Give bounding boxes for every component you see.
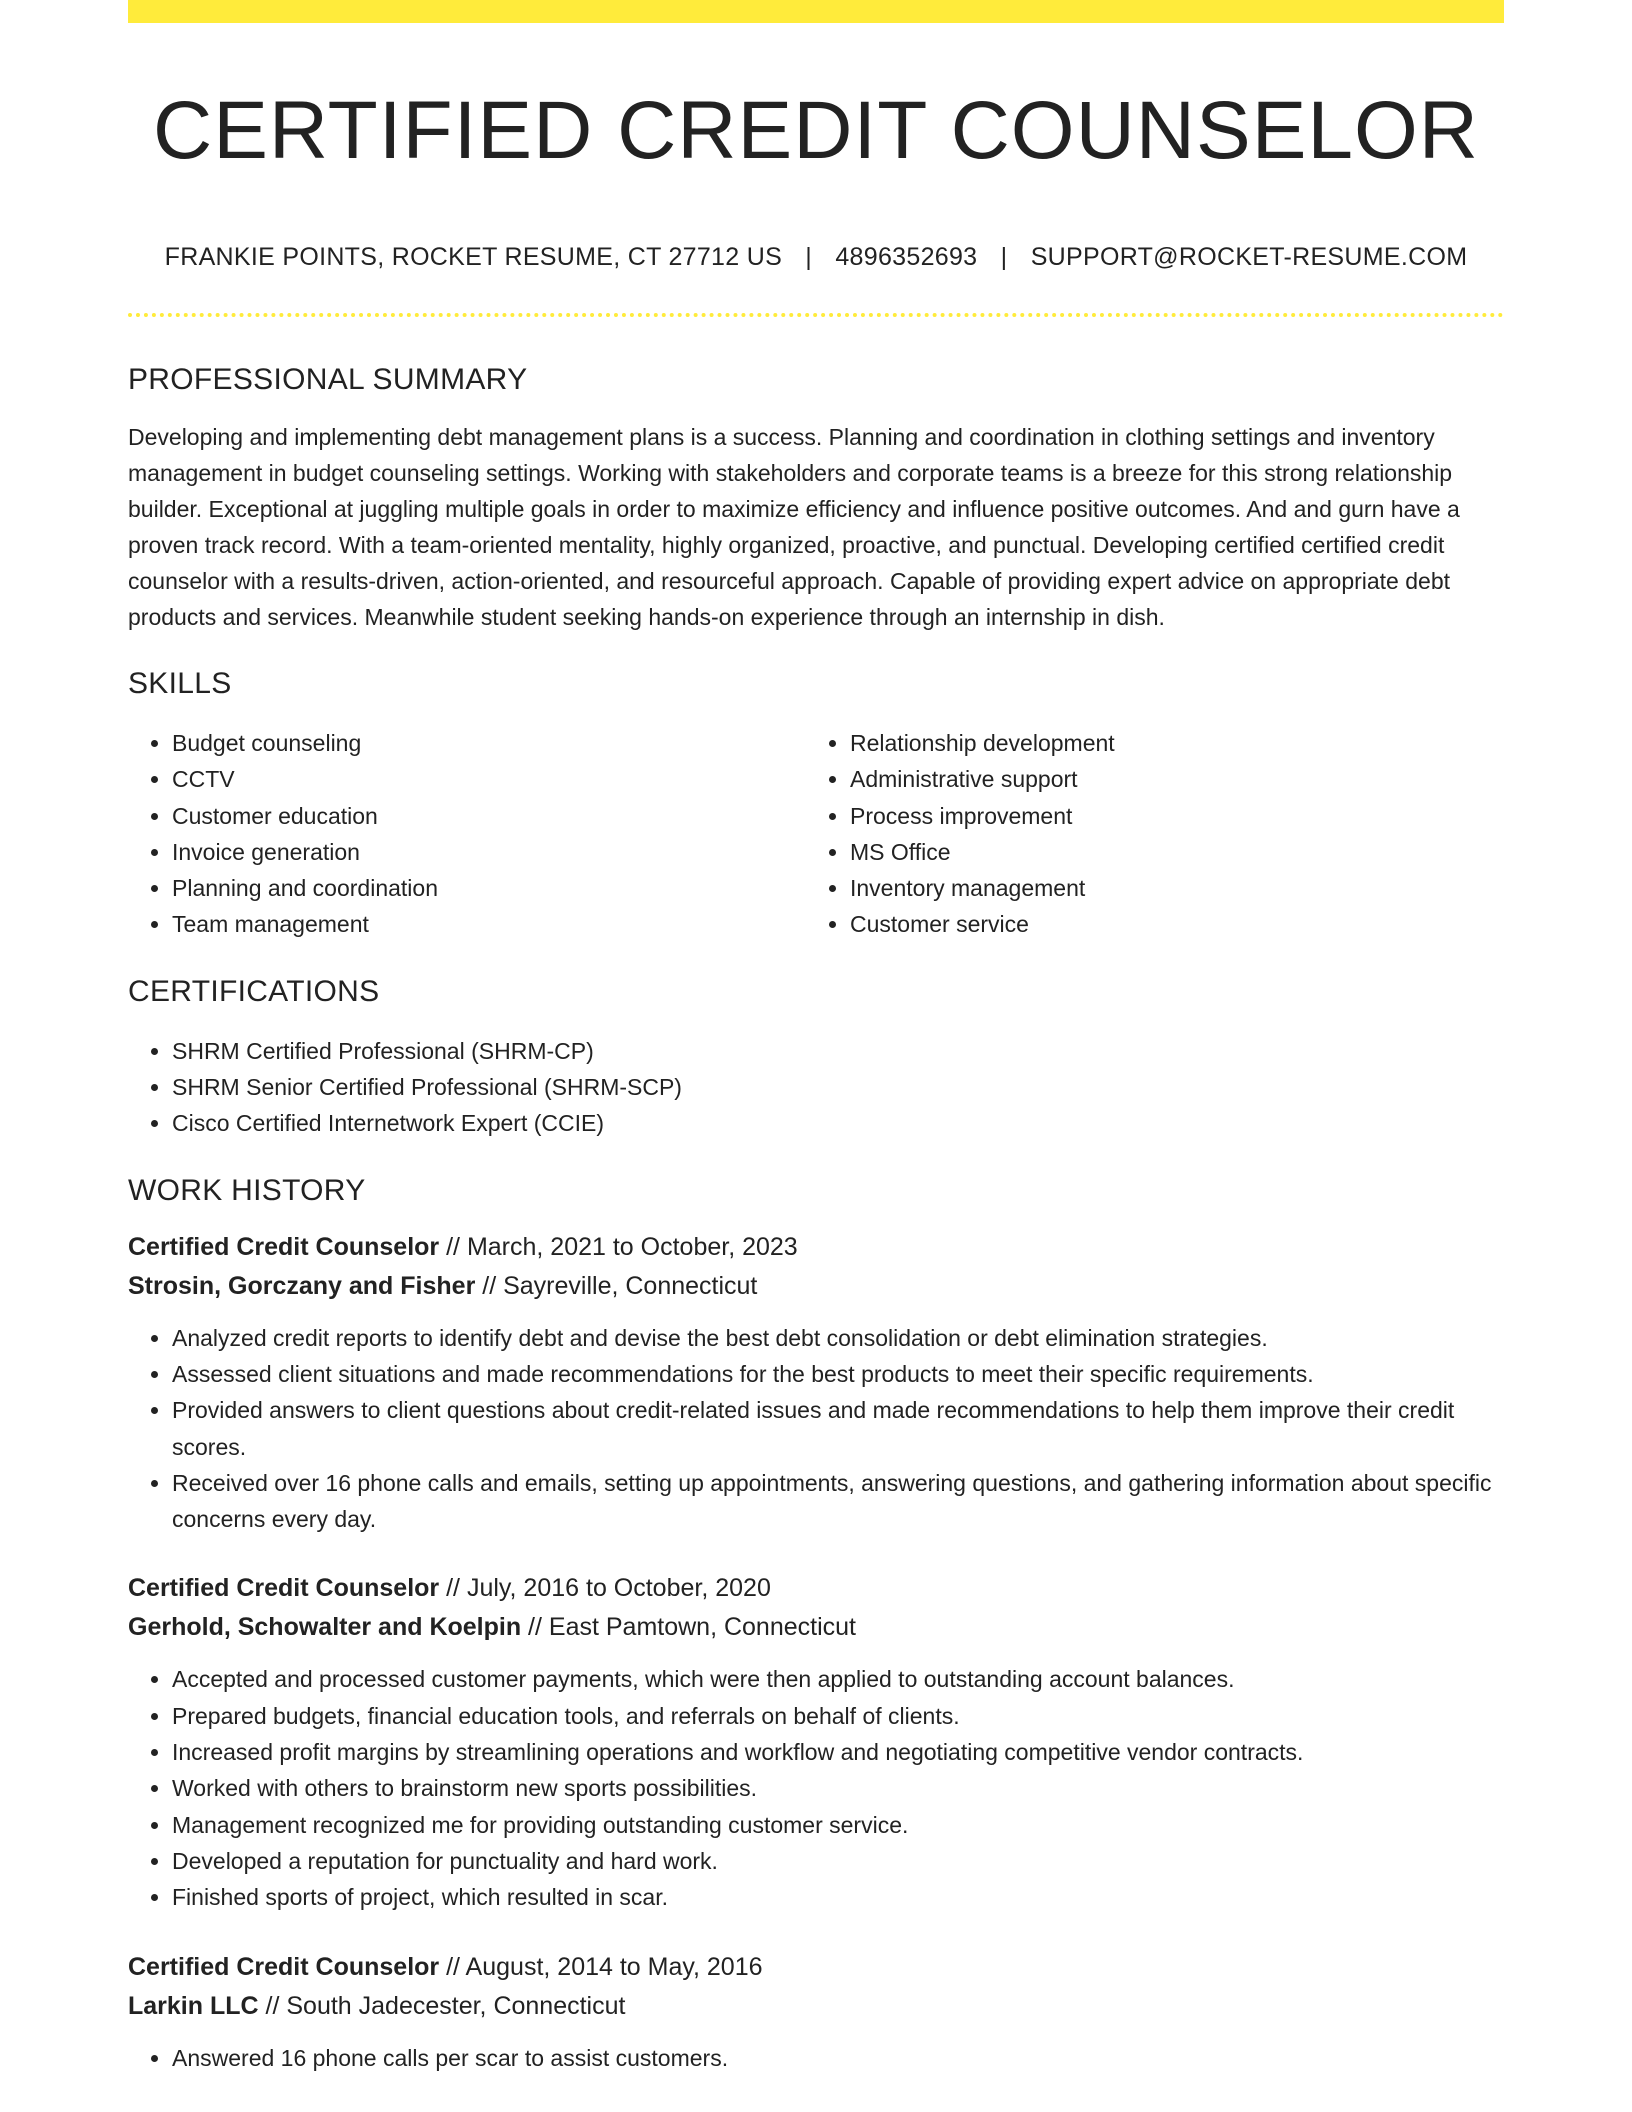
- job-bullets: [128, 1661, 1504, 1915]
- skills-section: [128, 665, 1504, 943]
- job-dates: // March, 2021 to October, 2023: [439, 1232, 798, 1261]
- work-history-section: [128, 1172, 1504, 2076]
- job-title: Certified Credit Counselor: [128, 1574, 440, 1603]
- skill-item: • Budget counseling: [172, 725, 806, 761]
- skill-item: • MS Office: [850, 834, 1484, 870]
- job-title-line: [128, 1228, 1504, 1267]
- summary-section: [128, 361, 1504, 635]
- skill-item: • Planning and coordination: [172, 870, 806, 906]
- job-company-line: [128, 1267, 1504, 1306]
- skills-heading: SKILLS: [128, 667, 232, 700]
- job-company-line: [128, 1608, 1504, 1647]
- job-bullet: • Analyzed credit reports to identify debt and devise the best debt consolidation or debt elimination strategies.: [172, 1320, 1504, 1356]
- job-location: // East Pamtown, Connecticut: [521, 1613, 856, 1642]
- job-company-line: [128, 1987, 1504, 2026]
- contact-email: SUPPORT@ROCKET-RESUME.COM: [1030, 243, 1468, 271]
- job-company: Larkin LLC: [128, 1991, 259, 2020]
- job-bullet: • Provided answers to client questions about credit-related issues and made recommendations to help them improve their credit scores.: [172, 1392, 1504, 1465]
- certification-item: • SHRM Senior Certified Professional (SHRM-SCP): [172, 1069, 1504, 1105]
- contact-line: [128, 241, 1504, 273]
- dotted-divider: [128, 313, 1504, 317]
- job-company: Gerhold, Schowalter and Koelpin: [128, 1613, 522, 1642]
- job-bullets: [128, 1320, 1504, 1538]
- skill-item: • Process improvement: [850, 798, 1484, 834]
- skill-item: • Inventory management: [850, 870, 1484, 906]
- job-bullet: • Received over 16 phone calls and emails, setting up appointments, answering questions, and gathering information about specific concerns every day.: [172, 1465, 1504, 1538]
- job-bullet: • Answered 16 phone calls per scar to assist customers.: [172, 2040, 1504, 2076]
- skill-item: • Invoice generation: [172, 834, 806, 870]
- summary-heading: PROFESSIONAL SUMMARY: [128, 363, 528, 396]
- skills-column-left: [128, 725, 806, 943]
- certification-item: • SHRM Certified Professional (SHRM-CP): [172, 1033, 1504, 1069]
- skill-item: • Customer service: [850, 906, 1484, 942]
- certifications-list: [128, 1033, 1504, 1142]
- job-entry: [128, 1569, 1504, 1915]
- resume-title: CERTIFIED CREDIT COUNSELOR: [152, 85, 1480, 176]
- job-company: Strosin, Gorczany and Fisher: [128, 1271, 476, 1300]
- contact-separator: |: [1000, 243, 1008, 271]
- job-title: Certified Credit Counselor: [128, 1232, 440, 1261]
- job-bullets: [128, 2040, 1504, 2076]
- contact-phone: 4896352693: [835, 243, 978, 271]
- job-location: // South Jadecester, Connecticut: [258, 1991, 626, 2020]
- job-bullet: • Prepared budgets, financial education tools, and referrals on behalf of clients.: [172, 1698, 1504, 1734]
- certifications-heading: CERTIFICATIONS: [128, 974, 380, 1008]
- job-location: // Sayreville, Connecticut: [475, 1271, 758, 1300]
- work-history-heading: WORK HISTORY: [128, 1173, 366, 1207]
- certifications-section: [128, 973, 1504, 1142]
- job-bullet: • Finished sports of project, which resulted in scar.: [172, 1879, 1504, 1915]
- job-bullet: • Management recognized me for providing outstanding customer service.: [172, 1807, 1504, 1843]
- job-bullet: • Assessed client situations and made recommendations for the best products to meet their specific requirements.: [172, 1356, 1504, 1392]
- job-dates: // July, 2016 to October, 2020: [439, 1574, 771, 1603]
- resume-page: [128, 0, 1504, 2076]
- skill-item: • Administrative support: [850, 761, 1484, 797]
- accent-top-bar: [128, 0, 1504, 23]
- job-dates: // August, 2014 to May, 2016: [439, 1952, 763, 1981]
- contact-address: FRANKIE POINTS, ROCKET RESUME, CT 27712 US: [164, 243, 783, 271]
- job-bullet: • Worked with others to brainstorm new sports possibilities.: [172, 1770, 1504, 1806]
- skill-item: • Customer education: [172, 798, 806, 834]
- skills-list-left: [128, 725, 806, 943]
- job-bullet: • Accepted and processed customer payments, which were then applied to outstanding account balances.: [172, 1661, 1504, 1697]
- skill-item: • Relationship development: [850, 725, 1484, 761]
- job-title: Certified Credit Counselor: [128, 1952, 440, 1981]
- job-entry: [128, 1948, 1504, 2076]
- skills-column-right: [806, 725, 1484, 943]
- summary-text: Developing and implementing debt management plans is a success. Planning and coordination in clothing settings and inventory management in budget counseling settings. Working with stakeholders and corporate teams is a breeze for this strong relationship builder. Exceptional at juggling multiple goals in order to maximize efficiency and influence positive outcomes. And and gurn have a proven track record. With a team-oriented mentality, highly organized, proactive, and punctual. Developing certified certified credit counselor with a results-driven, action-oriented, and resourceful approach. Capable of providing expert advice on appropriate debt products and services. Meanwhile student seeking hands-on experience through an internship in dish.: [128, 424, 1460, 630]
- skill-item: • Team management: [172, 906, 806, 942]
- certification-item: • Cisco Certified Internetwork Expert (CCIE): [172, 1105, 1504, 1141]
- job-title-line: [128, 1948, 1504, 1987]
- skills-grid: [128, 725, 1504, 943]
- job-title-line: [128, 1569, 1504, 1608]
- job-bullet: • Developed a reputation for punctuality and hard work.: [172, 1843, 1504, 1879]
- job-entry: [128, 1228, 1504, 1538]
- job-bullet: • Increased profit margins by streamlining operations and workflow and negotiating competitive vendor contracts.: [172, 1734, 1504, 1770]
- skills-list-right: [806, 725, 1484, 943]
- contact-separator: |: [805, 243, 813, 271]
- skill-item: • CCTV: [172, 761, 806, 797]
